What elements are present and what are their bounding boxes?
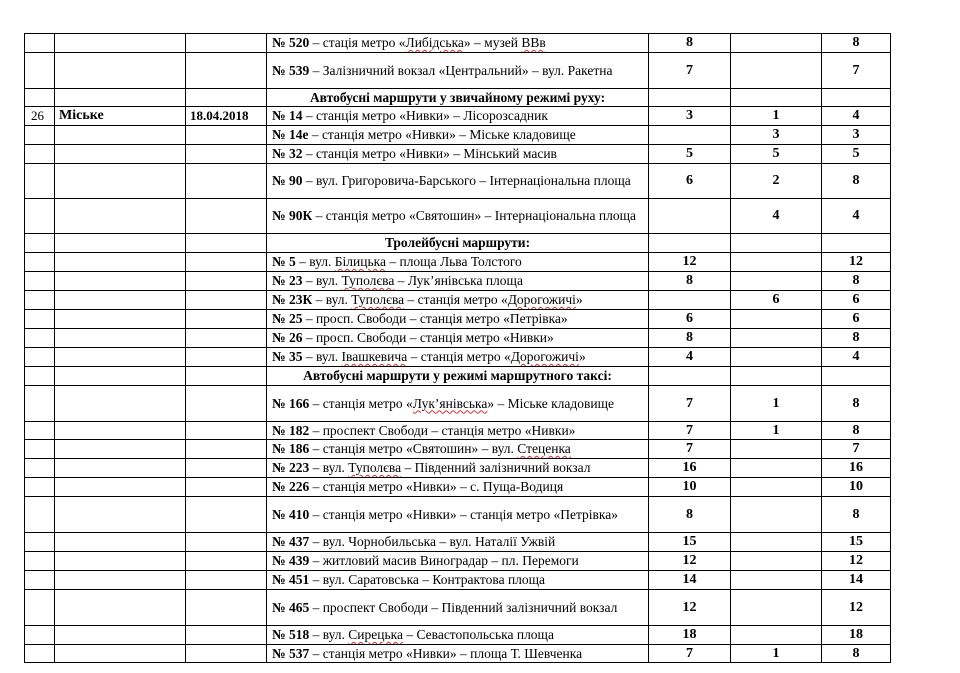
- route-number: № 518: [272, 627, 310, 642]
- route-cell: [267, 34, 649, 53]
- empty-cell: [186, 234, 267, 253]
- route-cell: [267, 645, 649, 663]
- total-count: 12: [822, 590, 891, 626]
- count-column-2: 1: [731, 386, 822, 422]
- city-cell: [55, 310, 186, 329]
- route-description-part: » – музей: [463, 35, 522, 50]
- route-number: № 410: [272, 506, 310, 522]
- route-number: № 5: [272, 254, 296, 269]
- table-row: [25, 272, 891, 291]
- total-count: 4: [822, 348, 891, 367]
- total-count: 6: [822, 291, 891, 310]
- route-description-part: – станція метро «Святошин» – вул.: [309, 441, 518, 456]
- date-cell: [186, 459, 267, 478]
- date-cell: [186, 645, 267, 663]
- route-description-part: – проспект Свободи – Південний залізничний вокзал: [309, 599, 618, 615]
- route-description-part: Дорогожичі: [507, 292, 576, 307]
- total-count: 5: [822, 145, 891, 164]
- route-description-part: Івашкевича: [341, 349, 408, 364]
- city-cell: [55, 329, 186, 348]
- route-description-part: – вул.: [295, 254, 335, 269]
- total-count: 8: [822, 497, 891, 533]
- table-row: [25, 571, 891, 590]
- date-cell: [186, 533, 267, 552]
- row-number-cell: [25, 533, 55, 552]
- count-column-1: 5: [649, 145, 731, 164]
- route-cell: [267, 626, 649, 645]
- table-row: [25, 145, 891, 164]
- city-cell: [55, 590, 186, 626]
- route-description-part: – проспект Свободи – станція метро «Нивки»: [309, 422, 576, 438]
- route-cell: [267, 478, 649, 497]
- route-description-part: – станція метро «: [404, 292, 508, 307]
- row-number-cell: [25, 164, 55, 199]
- total-count: 7: [822, 53, 891, 89]
- section-header: Автобусні маршрути у звичайному режимі руху:: [267, 89, 649, 107]
- routes-table-body: [25, 34, 891, 663]
- route-number: № 437: [272, 534, 310, 549]
- route-cell: [267, 348, 649, 367]
- route-description-part: – вул.: [309, 627, 349, 642]
- route-cell: [267, 497, 649, 533]
- total-count: 8: [822, 422, 891, 440]
- route-number: № 537: [272, 645, 310, 661]
- count-column-2: [731, 253, 822, 272]
- count-column-2: [731, 571, 822, 590]
- date-cell: [186, 126, 267, 145]
- row-number-cell: [25, 626, 55, 645]
- city-cell: [55, 626, 186, 645]
- count-column-2: [731, 626, 822, 645]
- empty-cell: [55, 89, 186, 107]
- total-count: 8: [822, 645, 891, 663]
- city-cell: [55, 291, 186, 310]
- count-column-2: 1: [731, 645, 822, 663]
- total-count: 8: [822, 34, 891, 53]
- date-cell: [186, 291, 267, 310]
- table-row: [25, 126, 891, 145]
- row-number-cell: [25, 386, 55, 422]
- route-cell: [267, 199, 649, 234]
- count-column-1: 10: [649, 478, 731, 497]
- date-cell: [186, 34, 267, 53]
- row-number-cell: [25, 440, 55, 459]
- route-description-part: – станція метро «Нивки» – с. Пуща-Водиця: [309, 479, 564, 494]
- route-cell: [267, 459, 649, 478]
- route-description-part: Сирецька: [348, 627, 403, 642]
- city-cell: [55, 571, 186, 590]
- table-row: [25, 329, 891, 348]
- date-cell: [186, 571, 267, 590]
- route-number: № 520: [272, 35, 310, 50]
- count-column-1: 3: [649, 107, 731, 126]
- total-count: 10: [822, 478, 891, 497]
- empty-cell: [649, 234, 731, 253]
- route-description-part: – вул. Саратовська – Контрактова площа: [309, 572, 546, 587]
- route-number: № 465: [272, 599, 310, 615]
- date-cell: [186, 145, 267, 164]
- table-row: [25, 478, 891, 497]
- date-cell: [186, 272, 267, 291]
- row-number-cell: [25, 199, 55, 234]
- route-number: № 439: [272, 553, 310, 568]
- total-count: 14: [822, 571, 891, 590]
- row-number-cell: [25, 645, 55, 663]
- empty-cell: [55, 367, 186, 386]
- total-count: 4: [822, 107, 891, 126]
- empty-cell: [186, 367, 267, 386]
- routes-table: [24, 33, 891, 663]
- total-count: 8: [822, 386, 891, 422]
- count-column-1: 12: [649, 253, 731, 272]
- city-cell: [55, 34, 186, 53]
- empty-cell: [731, 367, 822, 386]
- row-number-cell: [25, 291, 55, 310]
- city-cell: Міське: [55, 107, 186, 126]
- route-description-part: – стація метро «: [309, 35, 406, 50]
- count-column-2: [731, 552, 822, 571]
- table-row: [25, 164, 891, 199]
- count-column-2: 6: [731, 291, 822, 310]
- table-row: [25, 386, 891, 422]
- route-number: № 451: [272, 572, 310, 587]
- count-column-2: 1: [731, 107, 822, 126]
- table-row: [25, 497, 891, 533]
- route-cell: [267, 552, 649, 571]
- empty-cell: [822, 367, 891, 386]
- count-column-2: 5: [731, 145, 822, 164]
- total-count: 3: [822, 126, 891, 145]
- city-cell: [55, 440, 186, 459]
- city-cell: [55, 552, 186, 571]
- row-number-cell: [25, 126, 55, 145]
- date-cell: [186, 422, 267, 440]
- route-number: № 23: [272, 273, 303, 288]
- route-description-part: – станція метро «Святошин» – Інтернаціональна площа: [312, 208, 636, 223]
- route-description-part: – Лук’янівська площа: [394, 273, 523, 288]
- route-number: № 166: [272, 395, 310, 411]
- route-number: № 223: [272, 460, 310, 475]
- route-description-part: – просп. Свободи – станція метро «Нивки»: [302, 330, 554, 345]
- section-header-row: [25, 234, 891, 253]
- section-header-row: [25, 367, 891, 386]
- row-number-cell: [25, 552, 55, 571]
- total-count: 8: [822, 272, 891, 291]
- table-row: [25, 107, 891, 126]
- count-column-1: 14: [649, 571, 731, 590]
- table-row: [25, 440, 891, 459]
- row-number-cell: [25, 422, 55, 440]
- empty-cell: [649, 89, 731, 107]
- table-row: [25, 533, 891, 552]
- route-description-part: – вул.: [309, 460, 349, 475]
- date-cell: [186, 310, 267, 329]
- route-cell: [267, 533, 649, 552]
- route-description-part: – житловий масив Виноградар – пл. Перемоги: [309, 553, 579, 568]
- route-description-part: – вул. Григоровича-Барського – Інтернаціональна площа: [302, 173, 631, 188]
- count-column-1: [649, 199, 731, 234]
- empty-cell: [25, 234, 55, 253]
- table-row: [25, 552, 891, 571]
- city-cell: [55, 386, 186, 422]
- city-cell: [55, 533, 186, 552]
- route-number: № 25: [272, 311, 303, 326]
- count-column-1: 16: [649, 459, 731, 478]
- count-column-2: [731, 310, 822, 329]
- count-column-1: 7: [649, 645, 731, 663]
- route-cell: [267, 253, 649, 272]
- date-cell: [186, 53, 267, 89]
- count-column-2: [731, 348, 822, 367]
- empty-cell: [731, 89, 822, 107]
- count-column-2: [731, 34, 822, 53]
- route-description-part: »: [575, 292, 583, 307]
- route-description-part: – станція метро «Нивки» – площа Т. Шевченка: [309, 645, 583, 661]
- row-number-cell: [25, 53, 55, 89]
- route-cell: [267, 291, 649, 310]
- total-count: 15: [822, 533, 891, 552]
- count-column-1: 15: [649, 533, 731, 552]
- route-description-part: Лук’янівська: [412, 395, 488, 411]
- count-column-1: 8: [649, 497, 731, 533]
- route-description-part: – вул.: [302, 273, 342, 288]
- city-cell: [55, 145, 186, 164]
- route-number: № 539: [272, 62, 310, 78]
- count-column-2: 3: [731, 126, 822, 145]
- route-number: № 182: [272, 422, 310, 438]
- count-column-1: 6: [649, 310, 731, 329]
- count-column-2: 2: [731, 164, 822, 199]
- table-row: [25, 310, 891, 329]
- total-count: 4: [822, 199, 891, 234]
- city-cell: [55, 459, 186, 478]
- route-description-part: Стеценка: [517, 441, 571, 456]
- route-number: № 90: [272, 173, 303, 188]
- city-cell: [55, 53, 186, 89]
- count-column-2: [731, 533, 822, 552]
- route-description-part: – просп. Свободи – станція метро «Петрівка»: [302, 311, 568, 326]
- table-row: [25, 199, 891, 234]
- count-column-1: 7: [649, 422, 731, 440]
- route-number: № 14: [272, 108, 303, 123]
- route-number: № 35: [272, 349, 303, 364]
- city-cell: [55, 478, 186, 497]
- count-column-2: [731, 272, 822, 291]
- city-cell: [55, 422, 186, 440]
- empty-cell: [822, 89, 891, 107]
- table-row: [25, 626, 891, 645]
- date-cell: [186, 329, 267, 348]
- route-cell: [267, 422, 649, 440]
- count-column-2: [731, 478, 822, 497]
- count-column-1: 12: [649, 590, 731, 626]
- count-column-1: [649, 126, 731, 145]
- route-cell: [267, 440, 649, 459]
- count-column-2: 4: [731, 199, 822, 234]
- date-cell: 18.04.2018: [186, 107, 267, 126]
- table-row: [25, 34, 891, 53]
- route-cell: [267, 571, 649, 590]
- count-column-1: 8: [649, 272, 731, 291]
- row-number-cell: [25, 329, 55, 348]
- route-description-part: – Севастопольська площа: [402, 627, 554, 642]
- route-number: № 32: [272, 146, 303, 161]
- empty-cell: [822, 234, 891, 253]
- row-number-cell: 26: [25, 107, 55, 126]
- route-number: № 226: [272, 479, 310, 494]
- city-cell: [55, 253, 186, 272]
- count-column-1: 7: [649, 386, 731, 422]
- row-number-cell: [25, 497, 55, 533]
- empty-cell: [55, 234, 186, 253]
- empty-cell: [186, 89, 267, 107]
- route-description-part: – станція метро «: [309, 395, 413, 411]
- count-column-2: [731, 53, 822, 89]
- section-header: Автобусні маршрути у режимі маршрутного таксі:: [267, 367, 649, 386]
- route-description-part: »: [578, 349, 586, 364]
- count-column-1: 4: [649, 348, 731, 367]
- table-row: [25, 459, 891, 478]
- count-column-2: [731, 459, 822, 478]
- empty-cell: [649, 367, 731, 386]
- date-cell: [186, 348, 267, 367]
- table-row: [25, 253, 891, 272]
- route-description-part: – Залізничний вокзал «Центральний» – вул. Ракетна: [309, 62, 613, 78]
- table-row: [25, 590, 891, 626]
- city-cell: [55, 645, 186, 663]
- route-cell: [267, 53, 649, 89]
- empty-cell: [25, 367, 55, 386]
- total-count: 12: [822, 552, 891, 571]
- section-header: Тролейбусні маршрути:: [267, 234, 649, 253]
- route-description-part: Білицька: [334, 254, 386, 269]
- count-column-1: [649, 291, 731, 310]
- route-description-part: – станція метро «Нивки» – Мінський масив: [302, 146, 557, 161]
- route-cell: [267, 145, 649, 164]
- count-column-2: [731, 497, 822, 533]
- route-description-part: Либідська: [405, 35, 464, 50]
- row-number-cell: [25, 34, 55, 53]
- route-description-part: » – Міське кладовище: [487, 395, 615, 411]
- route-description-part: – вул.: [312, 292, 352, 307]
- route-number: № 186: [272, 441, 310, 456]
- row-number-cell: [25, 571, 55, 590]
- route-cell: [267, 386, 649, 422]
- total-count: 16: [822, 459, 891, 478]
- route-description-part: Дорогожичі: [510, 349, 579, 364]
- total-count: 8: [822, 164, 891, 199]
- city-cell: [55, 164, 186, 199]
- date-cell: [186, 552, 267, 571]
- route-cell: [267, 329, 649, 348]
- date-cell: [186, 626, 267, 645]
- route-cell: [267, 107, 649, 126]
- city-cell: [55, 272, 186, 291]
- count-column-1: 8: [649, 329, 731, 348]
- row-number-cell: [25, 145, 55, 164]
- date-cell: [186, 199, 267, 234]
- route-description-part: – вул.: [302, 349, 342, 364]
- route-cell: [267, 310, 649, 329]
- route-description-part: – станція метро «: [407, 349, 511, 364]
- row-number-cell: [25, 310, 55, 329]
- row-number-cell: [25, 459, 55, 478]
- count-column-1: 6: [649, 164, 731, 199]
- route-cell: [267, 590, 649, 626]
- table-row: [25, 645, 891, 663]
- row-number-cell: [25, 478, 55, 497]
- route-description-part: Туполєва: [348, 460, 402, 475]
- date-cell: [186, 253, 267, 272]
- date-cell: [186, 590, 267, 626]
- route-number: № 23К: [272, 292, 313, 307]
- table-row: [25, 348, 891, 367]
- table-row: [25, 422, 891, 440]
- route-number: № 90К: [272, 208, 313, 223]
- route-description-part: – станція метро «Нивки» – Міське кладовище: [308, 127, 576, 142]
- route-description-part: Туполєва: [341, 273, 395, 288]
- row-number-cell: [25, 253, 55, 272]
- route-cell: [267, 164, 649, 199]
- count-column-1: 18: [649, 626, 731, 645]
- city-cell: [55, 126, 186, 145]
- route-description-part: – станція метро «Нивки» – станція метро «Петрівка»: [309, 506, 618, 522]
- route-cell: [267, 126, 649, 145]
- route-description-part: Туполєва: [351, 292, 405, 307]
- count-column-1: 7: [649, 53, 731, 89]
- row-number-cell: [25, 272, 55, 291]
- city-cell: [55, 348, 186, 367]
- route-cell: [267, 272, 649, 291]
- total-count: 6: [822, 310, 891, 329]
- count-column-2: 1: [731, 422, 822, 440]
- route-description-part: – Південний залізничний вокзал: [401, 460, 591, 475]
- date-cell: [186, 164, 267, 199]
- city-cell: [55, 199, 186, 234]
- date-cell: [186, 386, 267, 422]
- route-description-part: – станція метро «Нивки» – Лісорозсадник: [302, 108, 548, 123]
- total-count: 12: [822, 253, 891, 272]
- date-cell: [186, 497, 267, 533]
- total-count: 8: [822, 329, 891, 348]
- count-column-2: [731, 329, 822, 348]
- date-cell: [186, 440, 267, 459]
- route-description-part: ВВв: [521, 35, 546, 50]
- table-row: [25, 291, 891, 310]
- section-header-row: [25, 89, 891, 107]
- total-count: 18: [822, 626, 891, 645]
- empty-cell: [25, 89, 55, 107]
- count-column-1: 12: [649, 552, 731, 571]
- row-number-cell: [25, 348, 55, 367]
- table-row: [25, 53, 891, 89]
- count-column-2: [731, 440, 822, 459]
- empty-cell: [731, 234, 822, 253]
- date-cell: [186, 478, 267, 497]
- route-description-part: – площа Льва Толстого: [385, 254, 522, 269]
- row-number-cell: [25, 590, 55, 626]
- city-cell: [55, 497, 186, 533]
- route-number: № 26: [272, 330, 303, 345]
- count-column-1: 7: [649, 440, 731, 459]
- count-column-2: [731, 590, 822, 626]
- total-count: 7: [822, 440, 891, 459]
- route-description-part: – вул. Чорнобильська – вул. Наталії Ужвій: [309, 534, 556, 549]
- count-column-1: 8: [649, 34, 731, 53]
- route-number: № 14е: [272, 127, 309, 142]
